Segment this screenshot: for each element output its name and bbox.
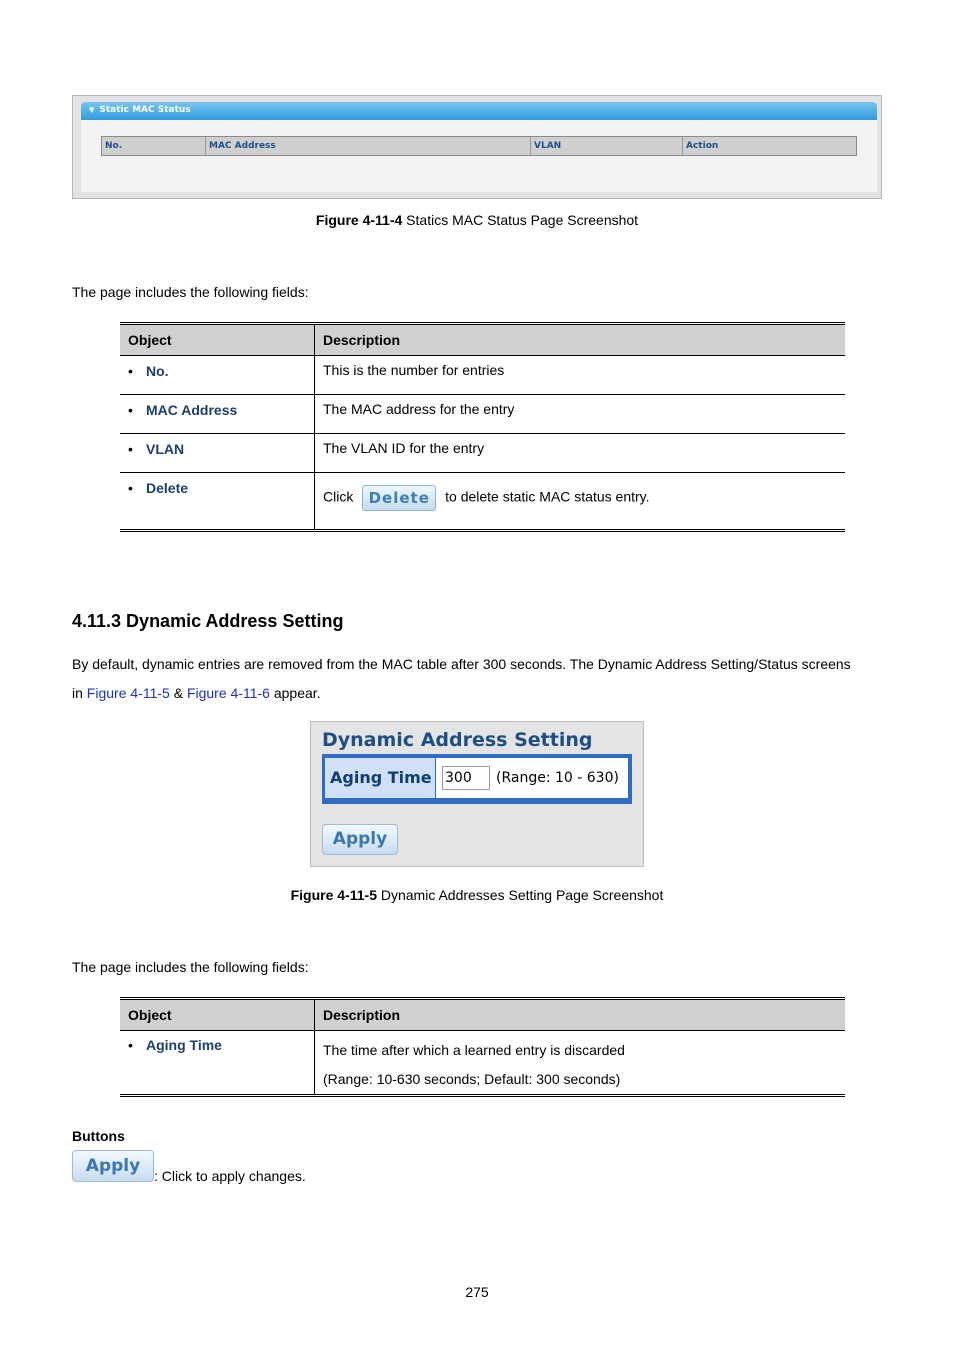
panel-title: Static MAC Status	[99, 105, 191, 115]
col-mac-address: MAC Address	[206, 137, 531, 155]
section-heading: 4.11.3 Dynamic Address Setting	[72, 611, 344, 631]
object-name: Delete	[146, 480, 189, 496]
bullet-icon: •	[128, 1037, 133, 1053]
object-description: This is the number for entries	[315, 356, 846, 395]
object-description: The VLAN ID for the entry	[315, 434, 846, 473]
object-name: No.	[146, 363, 169, 379]
aging-time-row	[322, 754, 632, 804]
table-row	[120, 434, 845, 473]
para-amp: &	[169, 685, 187, 701]
table-row	[120, 356, 845, 395]
header-object: Object	[120, 999, 315, 1031]
dynamic-address-setting-screenshot	[310, 721, 644, 867]
fields-table-1	[120, 322, 845, 532]
bullet-icon: •	[128, 363, 133, 379]
object-name: Aging Time	[146, 1037, 222, 1053]
page-number: 275	[465, 1284, 489, 1300]
bullet-icon: •	[128, 441, 133, 457]
buttons-legend	[72, 1150, 306, 1182]
intro-text-1: The page includes the following fields:	[72, 284, 309, 300]
object-name: MAC Address	[146, 402, 238, 418]
object-description	[315, 1031, 846, 1096]
para-prefix: in	[72, 685, 87, 701]
col-action: Action	[686, 141, 719, 151]
apply-button[interactable]: Apply	[72, 1150, 154, 1182]
intro-text-2: The page includes the following fields:	[72, 959, 309, 975]
header-description: Description	[315, 324, 846, 356]
col-no: No.	[102, 137, 206, 155]
mac-status-table-header	[101, 136, 857, 156]
header-object: Object	[120, 324, 315, 356]
para-suffix: appear.	[269, 685, 321, 701]
table-row	[120, 395, 845, 434]
header-description: Description	[315, 999, 846, 1031]
apply-description: : Click to apply changes.	[154, 1168, 306, 1184]
panel-title: Dynamic Address Setting	[322, 729, 593, 751]
collapse-triangle-icon[interactable]: ▼	[89, 106, 95, 114]
figure-4-11-6-link[interactable]: Figure 4-11-6	[186, 685, 270, 701]
figure-caption-1	[0, 212, 954, 228]
caption-text: Dynamic Addresses Setting Page Screenshot	[376, 887, 664, 903]
section-paragraph-line-2	[72, 685, 321, 701]
object-name: VLAN	[146, 441, 185, 457]
object-description: The MAC address for the entry	[315, 395, 846, 434]
figure-caption-2	[0, 887, 954, 903]
description-line-2: (Range: 10-630 seconds; Default: 300 seconds)	[323, 1071, 621, 1087]
aging-time-value-cell	[436, 758, 628, 798]
buttons-heading: Buttons	[72, 1128, 125, 1144]
table-row	[120, 1031, 845, 1096]
aging-time-input[interactable]	[442, 766, 490, 790]
apply-button[interactable]: Apply	[322, 824, 398, 855]
delete-button[interactable]: Delete	[362, 485, 436, 511]
section-paragraph-line-1: By default, dynamic entries are removed from the MAC table after 300 seconds. The Dynamic Address Setting/Status screens	[72, 656, 851, 672]
table-row	[120, 473, 845, 531]
aging-time-range: (Range: 10 - 630)	[496, 770, 619, 786]
col-vlan: VLAN	[531, 137, 683, 155]
caption-label: Figure 4-11-5	[290, 887, 377, 903]
description-suffix: to delete static MAC status entry.	[445, 488, 650, 505]
description-line-1: The time after which a learned entry is discarded	[323, 1042, 625, 1058]
figure-4-11-5-link[interactable]: Figure 4-11-5	[86, 685, 170, 701]
caption-label: Figure 4-11-4	[315, 212, 403, 228]
fields-table-2	[120, 997, 845, 1097]
caption-text: Statics MAC Status Page Screenshot	[402, 212, 639, 228]
bullet-icon: •	[128, 402, 133, 418]
aging-time-label: Aging Time	[325, 758, 435, 798]
description-prefix: Click	[323, 488, 354, 505]
bullet-icon: •	[128, 480, 133, 496]
static-mac-status-panel	[81, 102, 877, 192]
object-description	[315, 473, 846, 531]
static-mac-status-screenshot	[72, 95, 882, 199]
panel-header[interactable]	[81, 102, 877, 120]
